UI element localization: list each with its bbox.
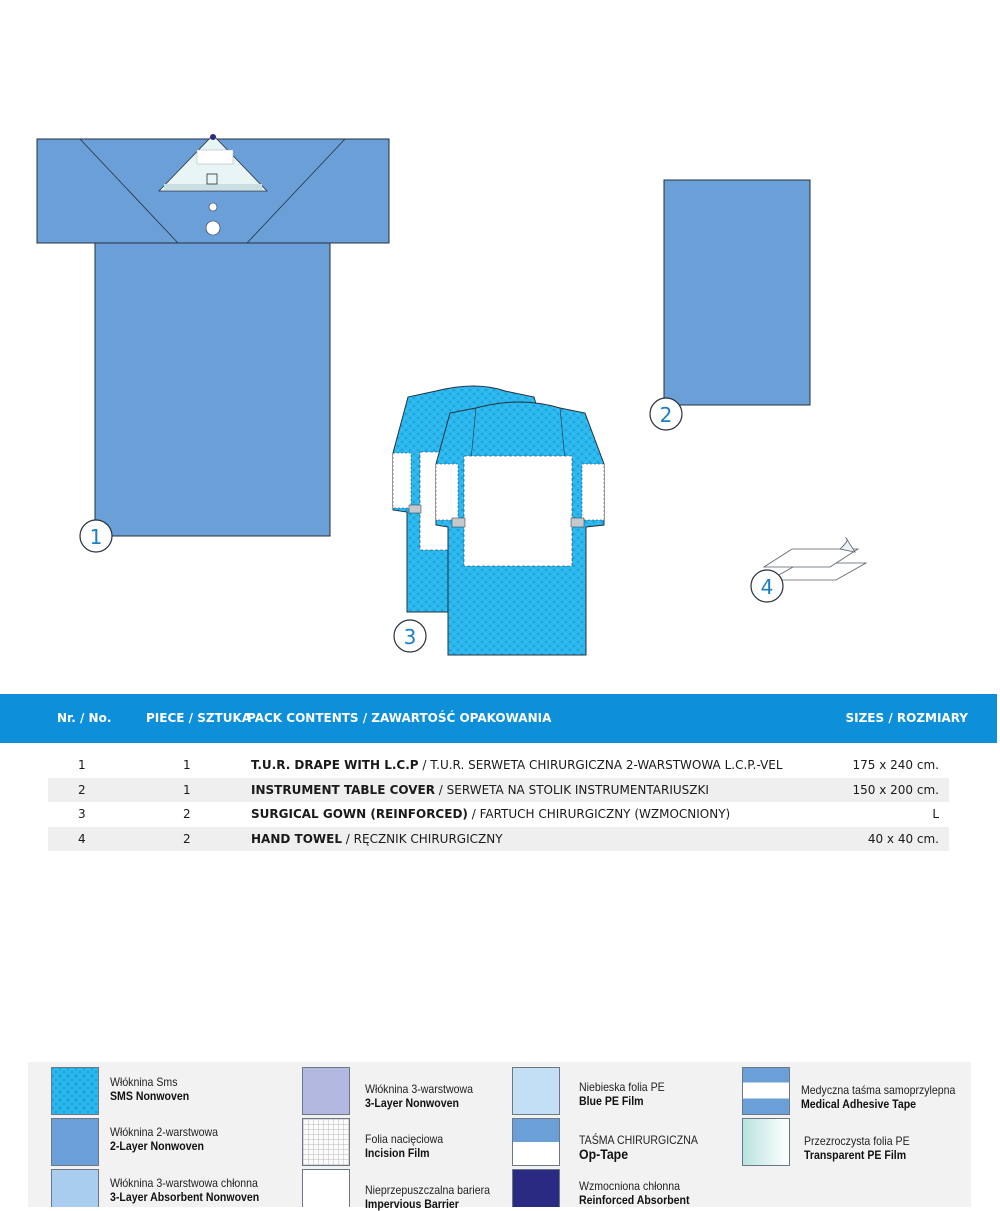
row-nr: 1 bbox=[78, 758, 86, 772]
row-nr: 3 bbox=[78, 807, 86, 821]
legend-label-pl: Nieprzepuszczalna bariera bbox=[365, 1183, 491, 1197]
legend-item bbox=[579, 1179, 690, 1207]
legend-label-en: Blue PE Film bbox=[579, 1094, 644, 1108]
row-description bbox=[251, 832, 503, 846]
legend-label-en: Op-Tape bbox=[579, 1146, 629, 1162]
row-nr: 2 bbox=[78, 782, 86, 797]
legend-label-pl: Włóknina 2-warstwowa bbox=[110, 1125, 218, 1139]
legend-item bbox=[801, 1083, 955, 1111]
callout-2 bbox=[650, 398, 682, 430]
row-name-pl: / RĘCZNIK CHIRURGICZNY bbox=[341, 831, 503, 846]
header-nr: Nr. / No. bbox=[57, 711, 112, 725]
row-piece: 1 bbox=[183, 758, 191, 772]
legend-item bbox=[365, 1132, 443, 1160]
legend-item bbox=[110, 1176, 259, 1204]
legend-label-pl: Medyczna taśma samoprzylepna bbox=[801, 1083, 956, 1097]
row-size: L bbox=[932, 807, 939, 821]
legend-label-en: 3-Layer Absorbent Nonwoven bbox=[110, 1190, 260, 1204]
header-sizes: SIZES / ROZMIARY bbox=[845, 711, 968, 725]
legend-label-en: SMS Nonwoven bbox=[110, 1089, 190, 1103]
row-size: 175 x 240 cm. bbox=[852, 758, 939, 772]
row-description bbox=[251, 807, 730, 821]
legend-label-pl: Niebieska folia PE bbox=[579, 1080, 665, 1094]
legend-label-en: Incision Film bbox=[365, 1146, 430, 1160]
hand-towel-drawing bbox=[764, 538, 866, 580]
header-piece: PIECE / SZTUKA bbox=[146, 711, 252, 725]
material-legend bbox=[28, 1062, 971, 1211]
table-row bbox=[48, 778, 949, 803]
row-name-en: SURGICAL GOWN (REINFORCED) bbox=[251, 807, 468, 821]
callout-1 bbox=[80, 520, 112, 552]
callout-3 bbox=[394, 620, 426, 652]
legend-item bbox=[365, 1082, 473, 1110]
swatch-impervious-barrier bbox=[302, 1169, 350, 1207]
row-name-pl: / FARTUCH CHIRURGICZNY (WZMOCNIONY) bbox=[467, 807, 731, 821]
row-name-en: T.U.R. DRAPE WITH L.C.P bbox=[251, 758, 419, 772]
swatch-3-layer-absorbent bbox=[51, 1169, 99, 1207]
swatch-sms-nonwoven bbox=[51, 1067, 99, 1115]
row-name-en: HAND TOWEL bbox=[251, 831, 342, 846]
svg-text:2: 2 bbox=[659, 403, 673, 427]
row-name-pl: / SERWETA NA STOLIK INSTRUMENTARIUSZKI bbox=[434, 782, 709, 797]
contents-table bbox=[48, 753, 949, 851]
legend-label-pl: TAŚMA CHIRURGICZNA bbox=[579, 1133, 698, 1147]
contents-table-header bbox=[0, 694, 997, 743]
row-piece: 2 bbox=[183, 831, 191, 846]
legend-item bbox=[579, 1133, 698, 1161]
row-piece: 1 bbox=[183, 782, 191, 797]
row-description bbox=[251, 783, 709, 797]
table-cover-drawing bbox=[664, 180, 810, 405]
svg-text:1: 1 bbox=[89, 525, 103, 549]
swatch-transparent-pe-film bbox=[742, 1118, 790, 1166]
swatch-op-tape bbox=[512, 1118, 560, 1166]
swatch-3-layer-nonwoven bbox=[302, 1067, 350, 1115]
legend-label-pl: Włóknina 3-warstwowa bbox=[365, 1082, 473, 1096]
swatch-2-layer-nonwoven bbox=[51, 1118, 99, 1166]
header-contents: PACK CONTENTS / ZAWARTOŚĆ OPAKOWANIA bbox=[247, 711, 552, 725]
swatch-medical-adhesive-tape bbox=[742, 1067, 790, 1115]
row-name-en: INSTRUMENT TABLE COVER bbox=[251, 782, 435, 797]
legend-label-en: 3-Layer Nonwoven bbox=[365, 1096, 459, 1110]
row-piece: 2 bbox=[183, 807, 191, 821]
legend-label-en: 2-Layer Nonwoven bbox=[110, 1139, 204, 1153]
legend-label-en: Reinforced Absorbent bbox=[579, 1193, 690, 1207]
surgical-gown-drawing bbox=[393, 386, 604, 655]
legend-label-en: Medical Adhesive Tape bbox=[801, 1097, 917, 1111]
legend-label-pl: Włóknina 3-warstwowa chłonna bbox=[110, 1176, 258, 1190]
row-description bbox=[251, 758, 783, 772]
legend-label-pl: Przezroczysta folia PE bbox=[804, 1134, 910, 1148]
legend-item bbox=[110, 1075, 189, 1103]
row-size: 40 x 40 cm. bbox=[867, 831, 939, 846]
row-nr: 4 bbox=[78, 831, 86, 846]
legend-label-en: Impervious Barrier bbox=[365, 1197, 459, 1211]
legend-label-pl: Włóknina Sms bbox=[110, 1075, 178, 1089]
table-row bbox=[48, 827, 949, 852]
swatch-blue-pe-film bbox=[512, 1067, 560, 1115]
callout-4 bbox=[751, 570, 783, 602]
tur-drape-drawing bbox=[37, 134, 389, 536]
legend-label-pl: Folia nacięciowa bbox=[365, 1132, 444, 1146]
svg-text:3: 3 bbox=[403, 625, 417, 649]
row-size: 150 x 200 cm. bbox=[852, 782, 939, 797]
legend-label-en: Transparent PE Film bbox=[804, 1148, 907, 1162]
svg-text:4: 4 bbox=[760, 575, 774, 599]
legend-label-pl: Wzmocniona chłonna bbox=[579, 1179, 680, 1193]
table-row bbox=[48, 753, 949, 778]
swatch-reinforced-absorbent bbox=[512, 1169, 560, 1207]
legend-item bbox=[110, 1125, 218, 1153]
swatch-incision-film bbox=[302, 1118, 350, 1166]
legend-item bbox=[579, 1080, 665, 1108]
legend-item bbox=[804, 1134, 910, 1162]
row-name-pl: / T.U.R. SERWETA CHIRURGICZNA 2-WARSTWOWA L.C.P.-VEL bbox=[418, 758, 783, 772]
table-row bbox=[48, 802, 949, 827]
